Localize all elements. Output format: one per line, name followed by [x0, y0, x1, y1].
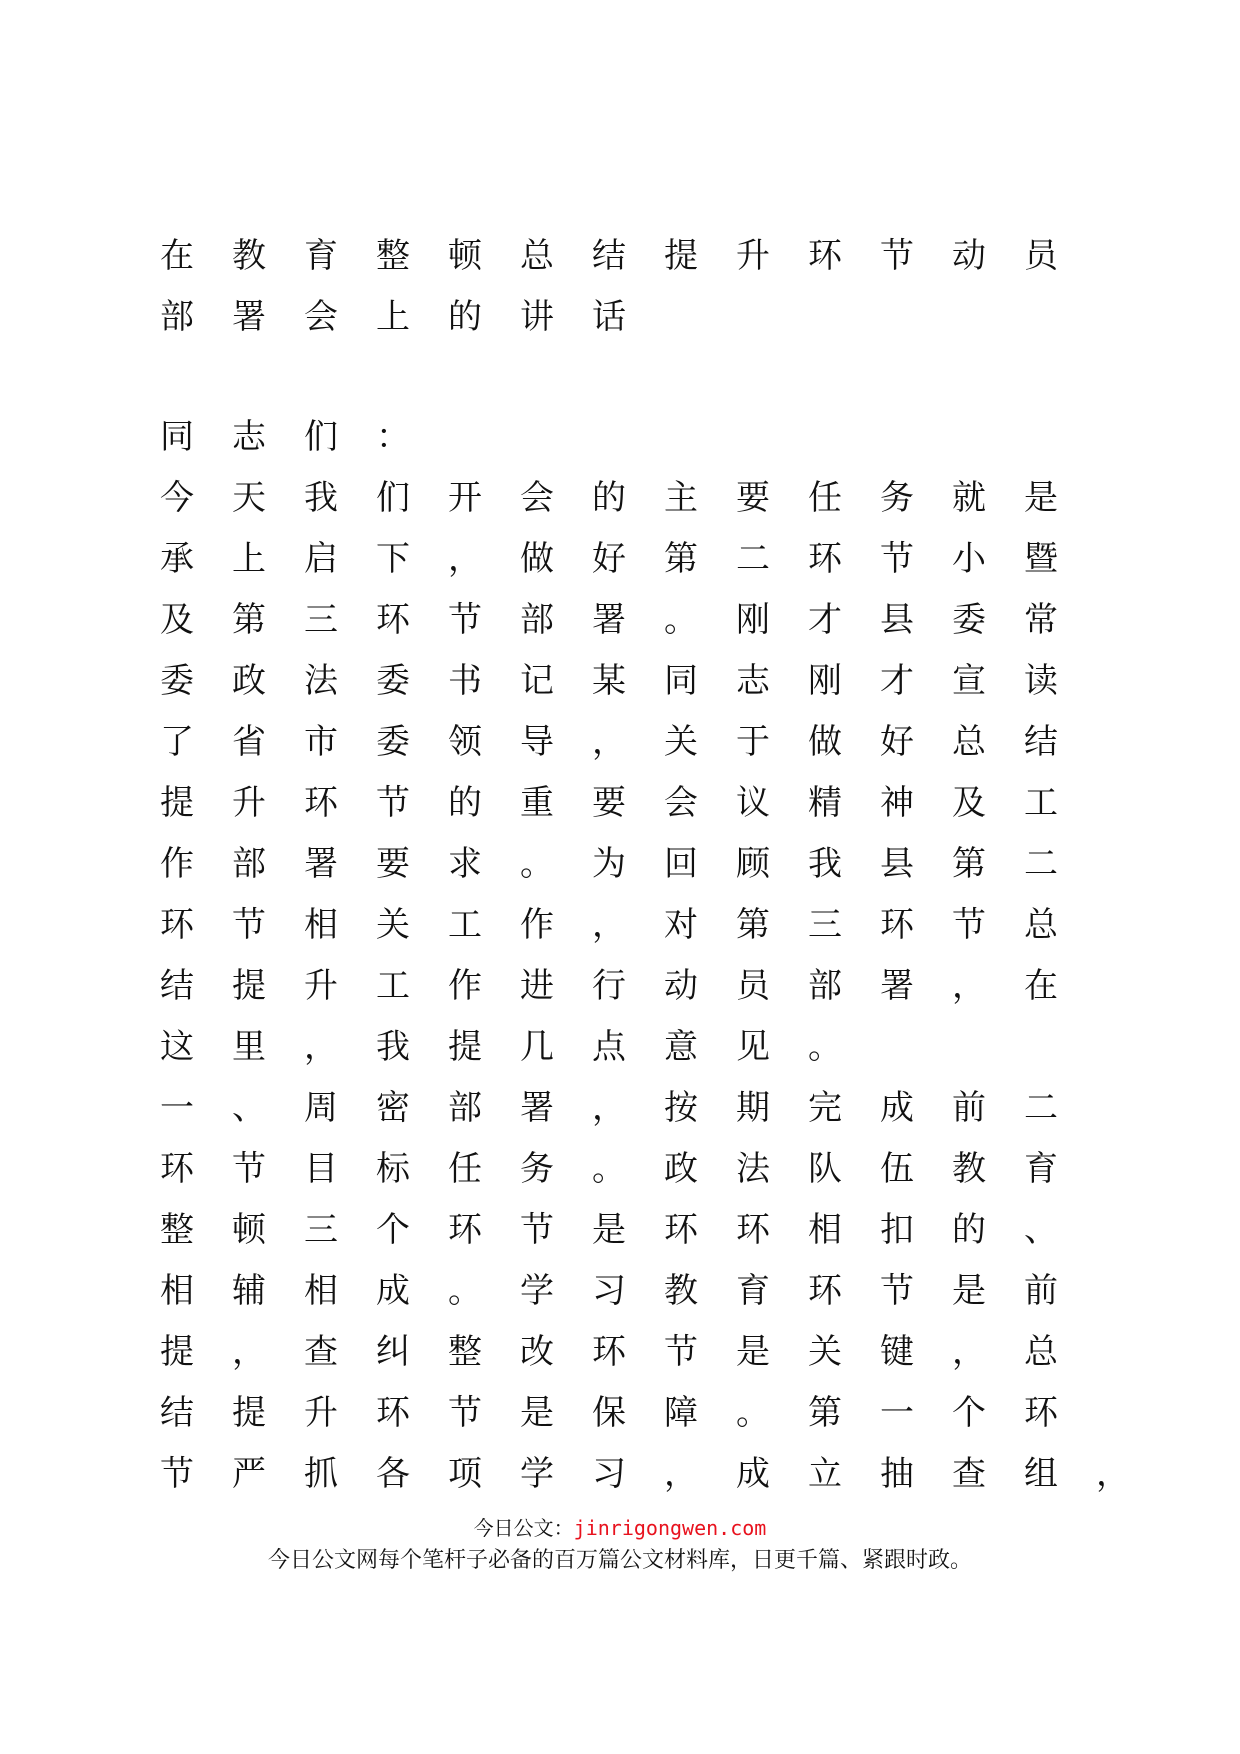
body-line: 提升环节的重要会议精神及工	[160, 783, 1096, 823]
footer-slogan: 今日公文网每个笔杆子必备的百万篇公文材料库，日更千篇、紧跟时政。	[267, 1548, 972, 1573]
body-line: 及第三环节部署。刚才县委常	[160, 600, 1096, 640]
section-heading-1: 一、周密部署，按期完成前二	[160, 1088, 1096, 1128]
title-line-1: 在教育整顿总结提升环节动员	[160, 236, 1096, 276]
body-line: 结提升环节是保障。第一个环	[160, 1393, 1096, 1433]
body-line: 承上启下，做好第二环节小暨	[160, 539, 1096, 579]
body-line: 整顿三个环节是环环相扣的、	[160, 1210, 1096, 1250]
title-line-2: 部署会上的讲话	[160, 297, 664, 337]
body-line: 委政法委书记某同志刚才宣读	[160, 661, 1096, 701]
body-line: 这里，我提几点意见。	[160, 1027, 880, 1067]
salutation: 同志们：	[160, 417, 448, 457]
footer-url-link[interactable]: jinrigongwen.com	[573, 1516, 767, 1540]
body-line: 今天我们开会的主要任务就是	[160, 478, 1096, 518]
body-line: 了省市委领导，关于做好总结	[160, 722, 1096, 762]
footer-source	[0, 1513, 1240, 1543]
document-title	[160, 226, 1096, 348]
body-line: 提，查纠整改环节是关键，总	[160, 1332, 1096, 1372]
body-line: 作部署要求。为回顾我县第二	[160, 844, 1096, 884]
footer-label: 今日公文：	[473, 1516, 574, 1540]
body-line: 结提升工作进行动员部署，在	[160, 966, 1096, 1006]
body-line: 环节相关工作，对第三环节总	[160, 905, 1096, 945]
body-line: 相辅相成。学习教育环节是前	[160, 1271, 1096, 1311]
document-body	[160, 407, 1168, 1505]
body-line: 环节目标任务。政法队伍教育	[160, 1149, 1096, 1189]
body-line: 节严抓各项学习，成立抽查组，	[160, 1454, 1168, 1494]
